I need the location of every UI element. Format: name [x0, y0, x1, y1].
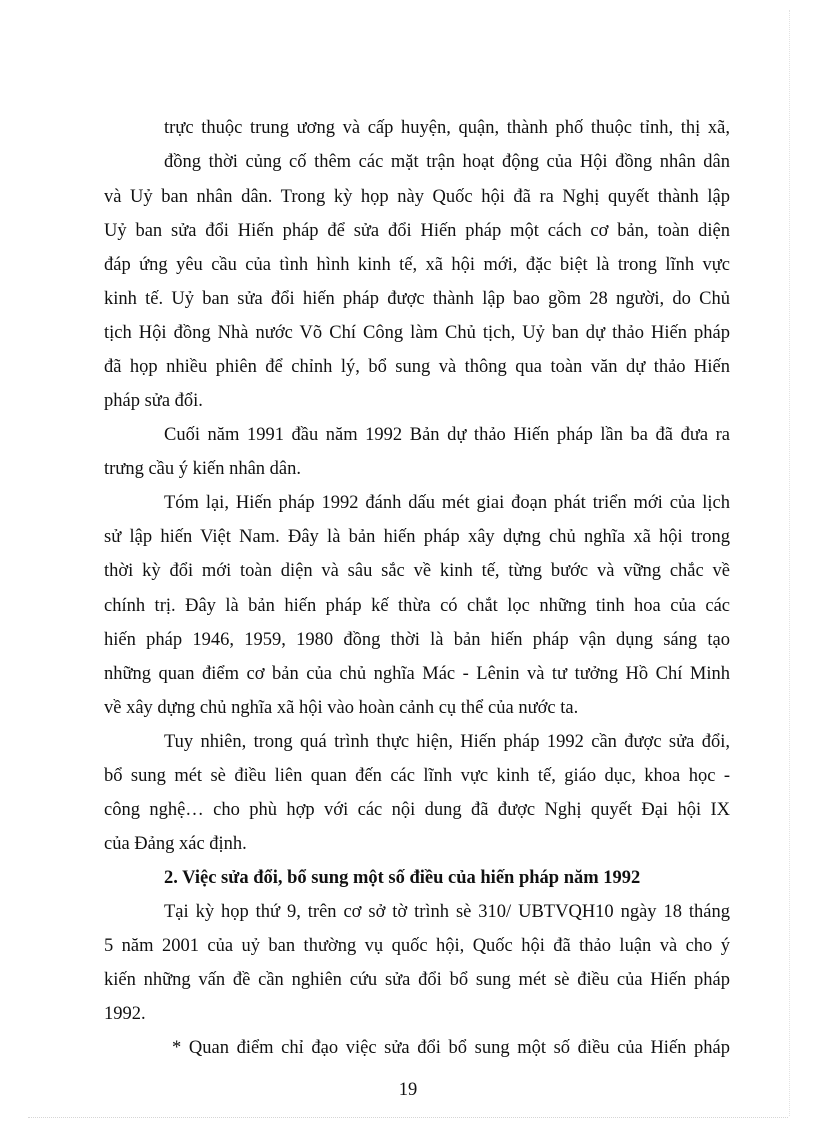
text-line: Uỷ ban sửa đổi Hiến pháp để sửa đổi Hiến pháp một cách cơ bản, toàn diện — [104, 221, 730, 241]
text-line: những quan điểm cơ bản của chủ nghĩa Mác - Lênin và tư tưởng Hồ Chí Minh — [104, 664, 730, 684]
text-line: kiến những vấn đề cần nghiên cứu sửa đổi bổ sung mét sè điều của Hiến pháp — [104, 970, 730, 990]
text-line: kinh tế. Uỷ ban sửa đổi hiến pháp được thành lập bao gồm 28 người, do Chủ — [104, 289, 730, 309]
text-line: tịch Hội đồng Nhà nước Võ Chí Công làm Chủ tịch, Uỷ ban dự thảo Hiến pháp — [104, 323, 730, 343]
text-line: chính trị. Đây là bản hiến pháp kế thừa có chắt lọc những tinh hoa của các — [104, 596, 730, 616]
text-line: pháp sửa đổi. — [104, 391, 203, 411]
text-line: 1992. — [104, 1004, 146, 1024]
text-line: thời kỳ đổi mới toàn diện và sâu sắc về kinh tế, từng bước và vững chắc về — [104, 561, 730, 581]
section-heading: 2. Việc sửa đổi, bổ sung một số điều của hiến pháp năm 1992 — [164, 868, 641, 888]
page-number: 19 — [398, 1080, 418, 1100]
text-line: 5 năm 2001 của uỷ ban thường vụ quốc hội, Quốc hội đã thảo luận và cho ý — [104, 936, 730, 956]
text-line: trực thuộc trung ương và cấp huyện, quận, thành phố thuộc tỉnh, thị xã, — [164, 118, 730, 138]
text-line: sử lập hiến Việt Nam. Đây là bản hiến pháp xây dựng chủ nghĩa xã hội trong — [104, 527, 730, 547]
text-line: công nghệ… cho phù hợp với các nội dung đã được Nghị quyết Đại hội IX — [104, 800, 730, 820]
text-line: đồng thời củng cố thêm các mặt trận hoạt động của Hội đồng nhân dân — [164, 152, 730, 172]
text-line: Cuối năm 1991 đầu năm 1992 Bản dự thảo Hiến pháp lần ba đã đưa ra — [164, 425, 730, 445]
text-line: bổ sung mét sè điều liên quan đến các lĩnh vực kinh tế, giáo dục, khoa học - — [104, 766, 730, 786]
text-line: đáp ứng yêu cầu của tình hình kinh tế, xã hội mới, đặc biệt là trong lĩnh vực — [104, 255, 730, 275]
text-line: Tuy nhiên, trong quá trình thực hiện, Hiến pháp 1992 cần được sửa đổi, — [164, 732, 730, 752]
text-line: hiến pháp 1946, 1959, 1980 đồng thời là bản hiến pháp vận dụng sáng tạo — [104, 630, 730, 650]
text-line: Tóm lại, Hiến pháp 1992 đánh dấu mét giai đoạn phát triển mới của lịch — [164, 493, 730, 513]
page-border-bottom — [28, 1117, 788, 1118]
text-line: Tại kỳ họp thứ 9, trên cơ sở tờ trình sè 310/ UBTVQH10 ngày 18 tháng — [164, 902, 730, 922]
text-line: * Quan điểm chỉ đạo việc sửa đổi bổ sung một số điều của Hiến pháp — [172, 1038, 730, 1058]
text-line: trưng cầu ý kiến nhân dân. — [104, 459, 302, 479]
text-line: và Uỷ ban nhân dân. Trong kỳ họp này Quốc hội đã ra Nghị quyết thành lập — [104, 187, 730, 207]
text-line: đã họp nhiều phiên để chỉnh lý, bổ sung và thông qua toàn văn dự thảo Hiến — [104, 357, 730, 377]
text-line: về xây dựng chủ nghĩa xã hội vào hoàn cảnh cụ thể của nước ta. — [104, 698, 579, 718]
page-border-right — [789, 10, 790, 1116]
text-line: của Đảng xác định. — [104, 834, 247, 854]
